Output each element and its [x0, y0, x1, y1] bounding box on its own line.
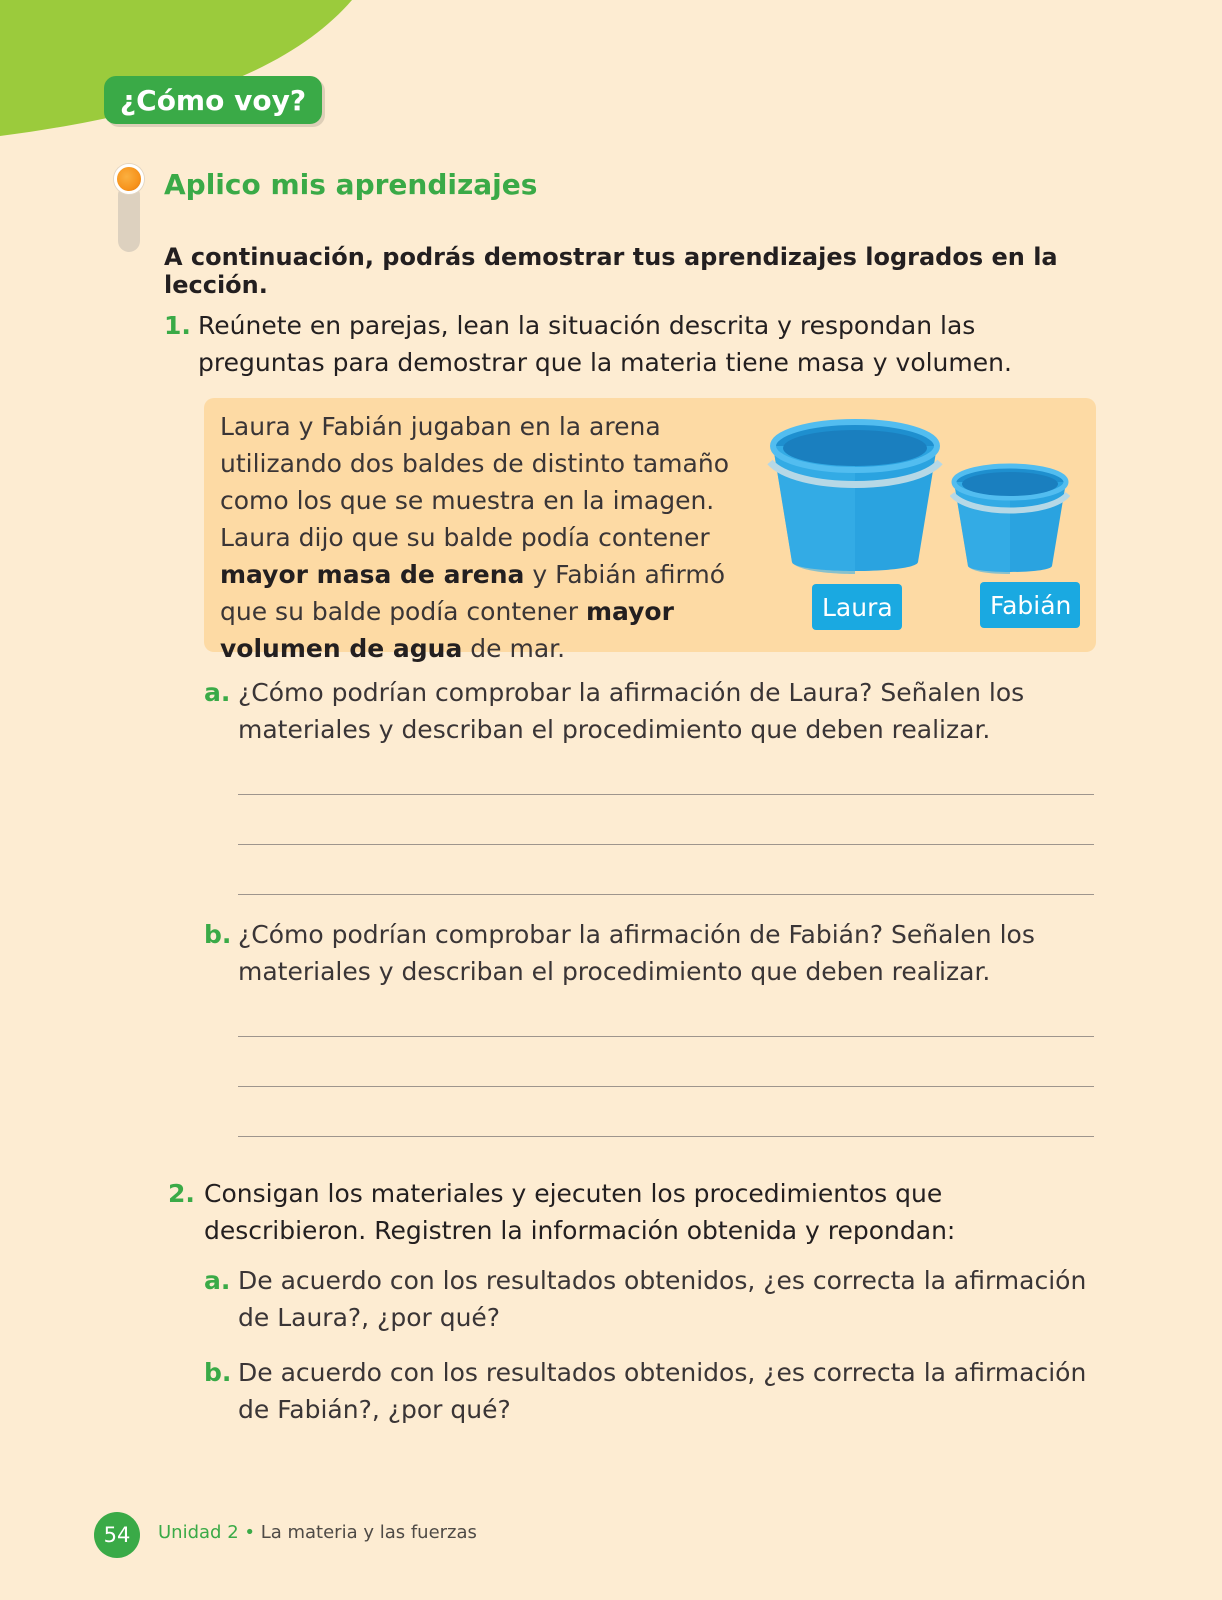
answer-line[interactable]: [238, 1136, 1094, 1137]
page-number: 54: [94, 1512, 140, 1558]
question-text: Consigan los materiales y ejecuten los procedimientos que describieron. Registren la información obtenida y repondan:: [204, 1179, 956, 1245]
footer-separator: •: [238, 1522, 261, 1543]
answer-line[interactable]: [238, 894, 1094, 895]
question-number: 2.: [168, 1179, 195, 1208]
unit-label: Unidad 2: [158, 1522, 239, 1543]
story-text: [220, 408, 760, 667]
corner-decoration: [0, 0, 380, 150]
footer-unit: [158, 1522, 477, 1543]
item-letter: a.: [204, 1266, 231, 1295]
question-1a: [204, 674, 1094, 748]
story-part-3: de mar.: [462, 634, 566, 663]
item-text: De acuerdo con los resultados obtenidos, ¿es correcta la afirmación de Fabián?, ¿por qué?: [238, 1358, 1087, 1424]
question-text: Reúnete en parejas, lean la situación descrita y respondan las preguntas para demostrar que la materia tiene masa y volumen.: [198, 311, 1012, 377]
section-heading: Aplico mis aprendizajes: [164, 168, 538, 201]
question-1b: [204, 916, 1094, 990]
item-text: ¿Cómo podrían comprobar la afirmación de Fabián? Señalen los materiales y describan el procedimiento que deben realizar.: [238, 920, 1035, 986]
answer-line[interactable]: [238, 1086, 1094, 1087]
question-2: [168, 1175, 1098, 1249]
large-bucket-image: [766, 412, 944, 582]
item-text: ¿Cómo podrían comprobar la afirmación de Laura? Señalen los materiales y describan el procedimiento que deben realizar.: [238, 678, 1025, 744]
story-part-2: y Fabián afirmó que su balde podía contener: [220, 560, 725, 626]
story-bold-2: mayor volumen de agua: [220, 597, 674, 663]
answer-line[interactable]: [238, 1036, 1094, 1037]
item-letter: b.: [204, 1358, 232, 1387]
bucket-label-fabian: Fabián: [980, 582, 1080, 628]
question-number: 1.: [164, 311, 191, 340]
small-bucket-image: [950, 462, 1070, 580]
question-1: [164, 307, 1064, 381]
item-letter: a.: [204, 678, 231, 707]
story-bold-1: mayor masa de arena: [220, 560, 525, 589]
item-text: De acuerdo con los resultados obtenidos, ¿es correcta la afirmación de Laura?, ¿por qué?: [238, 1266, 1087, 1332]
item-letter: b.: [204, 920, 232, 949]
story-box: [204, 398, 1096, 663]
intro-text: A continuación, podrás demostrar tus aprendizajes logrados en la lección.: [164, 243, 1058, 299]
answer-line[interactable]: [238, 794, 1094, 795]
answer-line[interactable]: [238, 844, 1094, 845]
bucket-label-laura: Laura: [812, 584, 902, 630]
pin-icon: [114, 164, 148, 254]
story-part-1: Laura y Fabián jugaban en la arena utilizando dos baldes de distinto tamaño como los que se muestra en la imagen. Laura dijo que su balde podía contener: [220, 412, 729, 552]
question-2b: [204, 1354, 1094, 1428]
unit-title: La materia y las fuerzas: [260, 1522, 477, 1543]
question-2a: [204, 1262, 1094, 1336]
section-tag: ¿Cómo voy?: [104, 76, 322, 124]
